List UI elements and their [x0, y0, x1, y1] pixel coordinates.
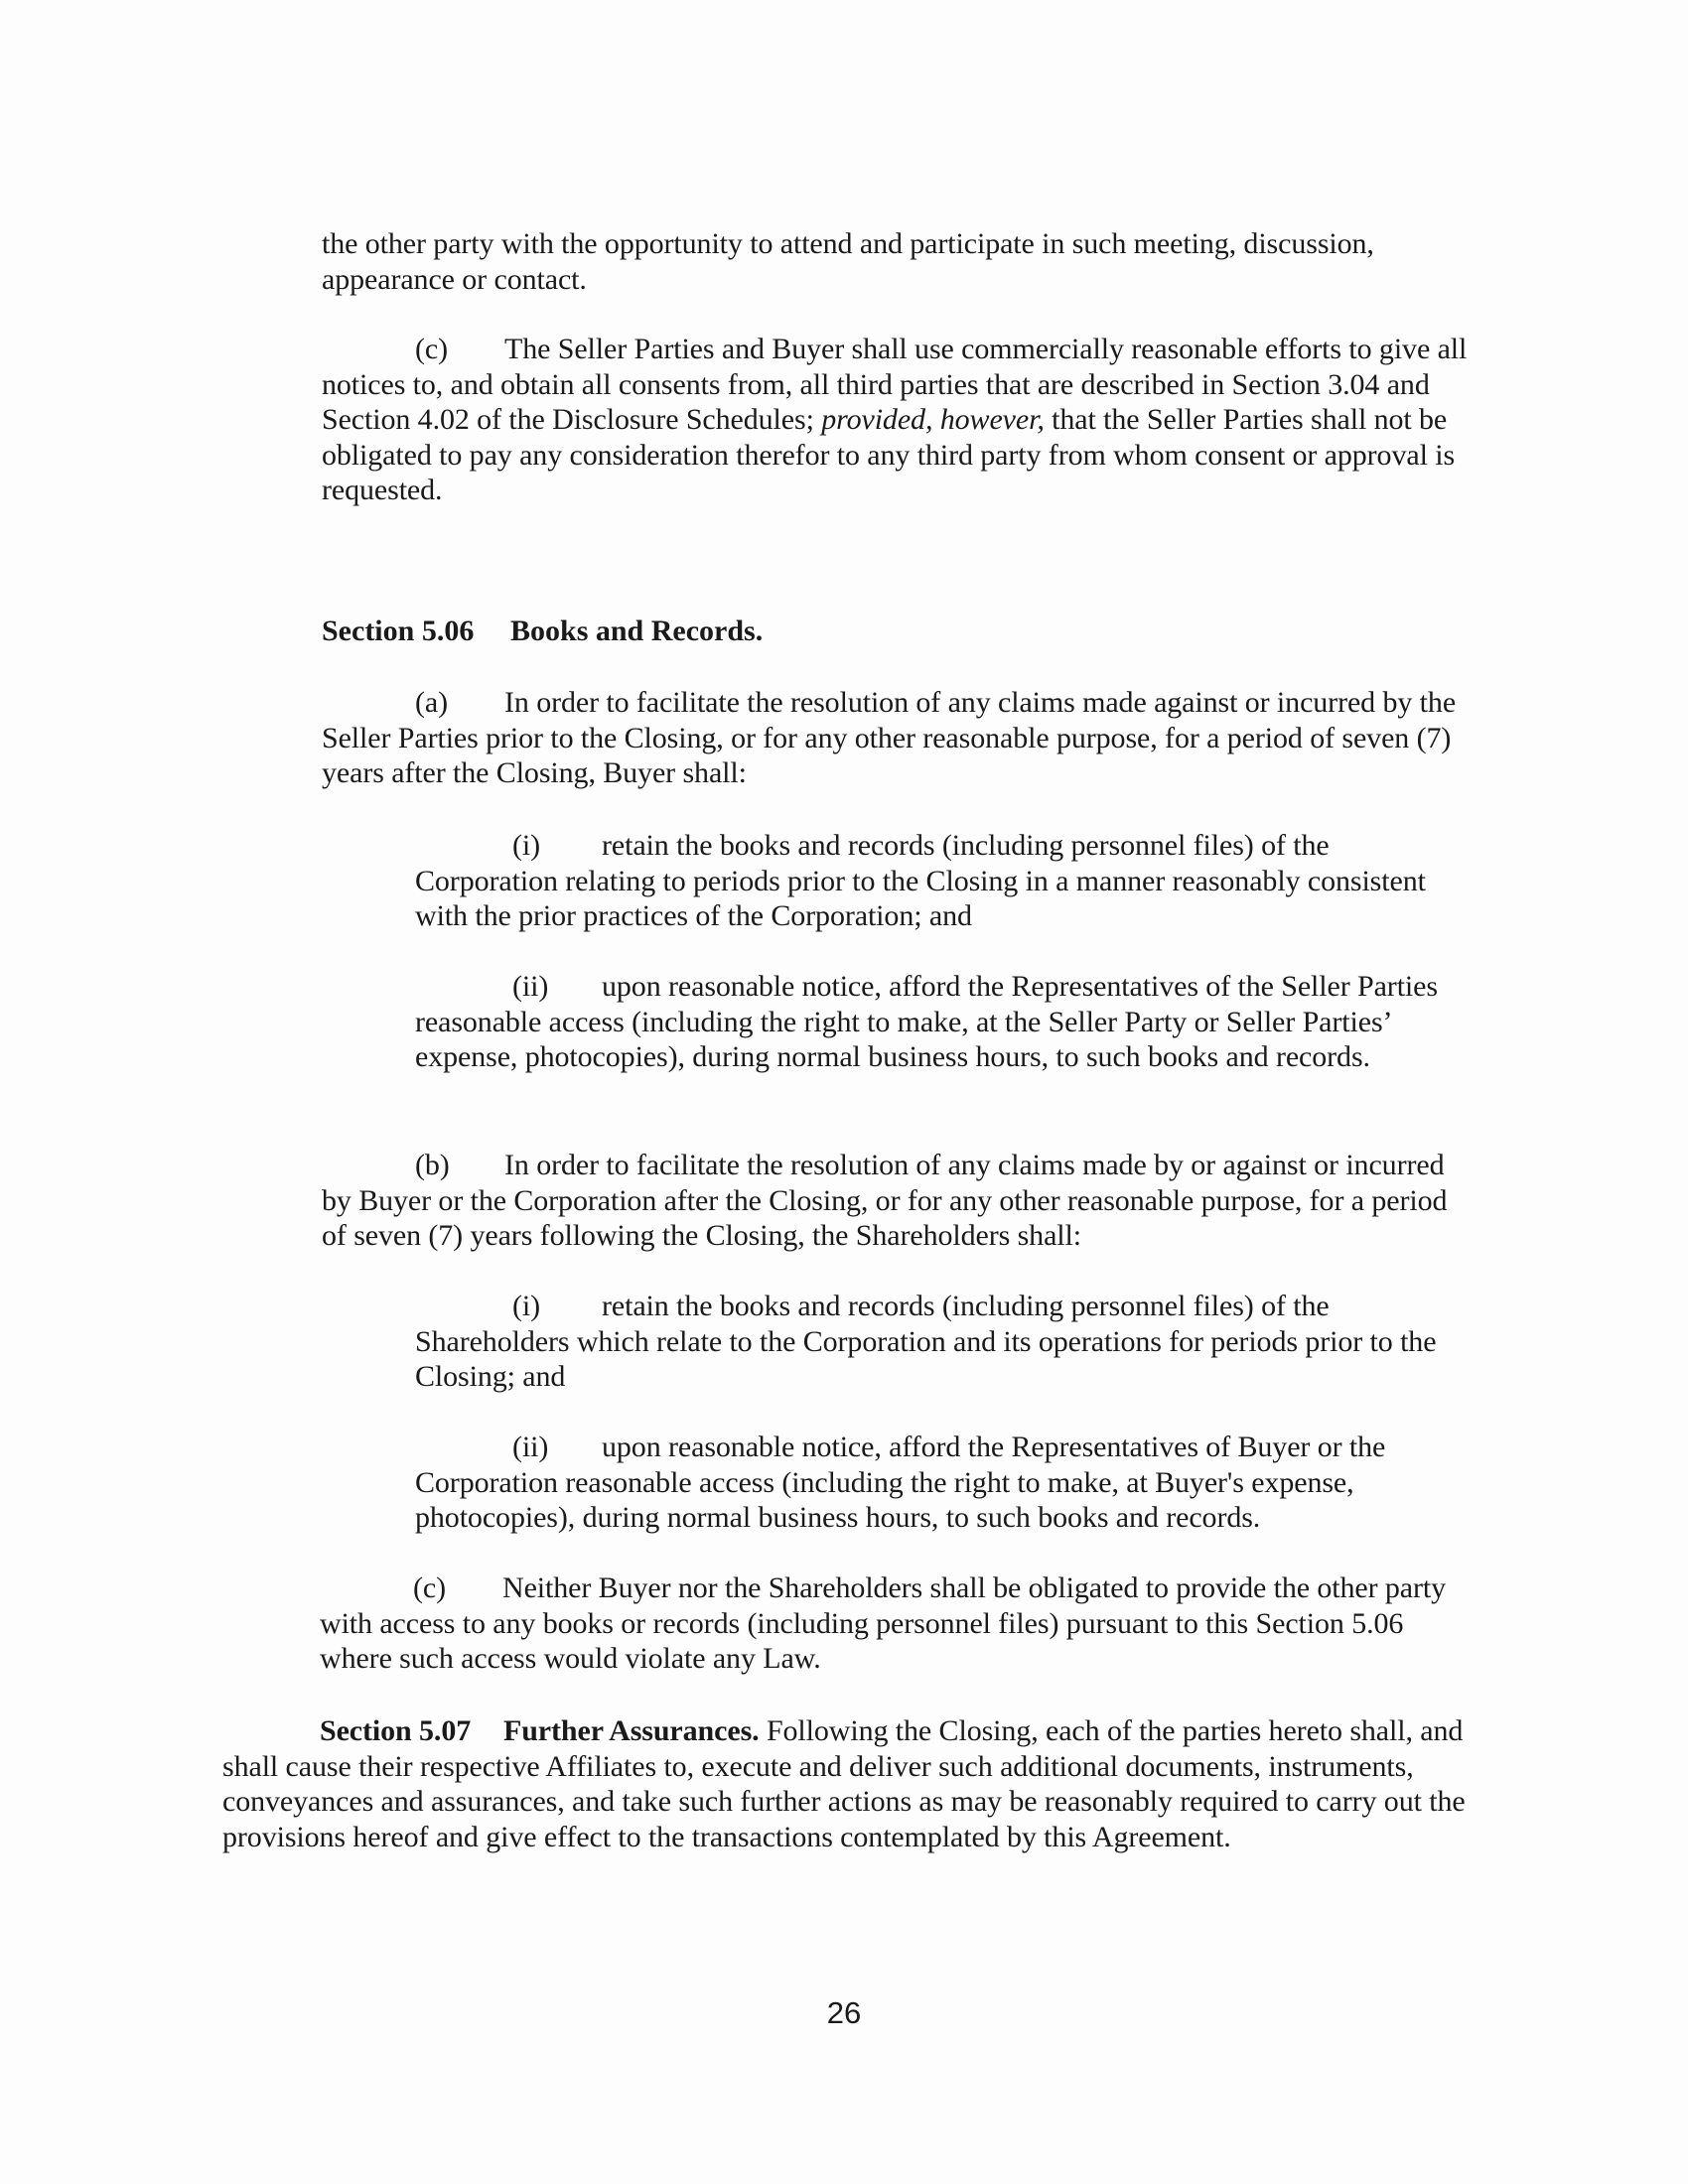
paragraph-label: (b)	[415, 1149, 450, 1181]
section-title: Further Assurances.	[503, 1714, 760, 1747]
paragraph-text-end: that the Seller Parties shall not be obligated to pay any consideration therefor to any third party from whom consent or approval is requested.	[322, 403, 1456, 506]
paragraph-5-06-a-i	[415, 828, 1474, 934]
paragraph-5-06-c	[320, 1570, 1474, 1677]
paragraph-text: Following the Closing, each of the parties hereto shall, and shall cause their respective Affiliates to, execute and deliver such additional documents, instruments, conveyances and assurances, and take such further actions as may be reasonably required to carry out the provisions hereof and give effect to the transactions contemplated by this Agreement.	[222, 1714, 1466, 1853]
paragraph-label: (c)	[413, 1571, 446, 1604]
paragraph-text: The Seller Parties and Buyer shall use commercially reasonable efforts to give all notices to, and obtain all consents from, all third parties that are described in Section 3.04 and Section 4.02 of the Disclosure Schedules;	[322, 333, 1468, 436]
section-5-06-heading	[322, 614, 1474, 649]
paragraph-5-06-b-ii	[415, 1430, 1474, 1536]
paragraph-5-06-b-i	[415, 1289, 1474, 1395]
section-5-07-paragraph	[222, 1713, 1474, 1854]
paragraph-label: (ii)	[512, 1431, 549, 1463]
paragraph-label: (c)	[415, 333, 448, 365]
paragraph-text: Neither Buyer nor the Shareholders shall be obligated to provide the other party with access to any books or records (including personnel files) pursuant to this Section 5.06 where such access would violate any Law.	[320, 1571, 1447, 1675]
paragraph-5-06-b	[322, 1148, 1474, 1254]
italic-proviso: provided, however,	[821, 403, 1045, 436]
section-number: Section 5.07	[320, 1714, 472, 1747]
paragraph-5-06-a	[322, 685, 1474, 791]
paragraph-text: In order to facilitate the resolution of any claims made by or against or incurred by Buyer or the Corporation after the Closing, or for any other reasonable purpose, for a period of seven (7) years following the Closing, the Shareholders shall:	[322, 1149, 1448, 1252]
continuation-paragraph: the other party with the opportunity to attend and participate in such meeting, discussion, appearance or contact.	[322, 227, 1374, 296]
paragraph-label: (a)	[415, 686, 448, 719]
paragraph-text: upon reasonable notice, afford the Representatives of the Seller Parties reasonable access (including the right to make, at the Seller Party or Seller Parties’ expense, photocopies), during normal business hours, to such books and records.	[415, 970, 1438, 1073]
section-number: Section 5.06	[322, 614, 475, 647]
paragraph-text: retain the books and records (including personnel files) of the Corporation relating to periods prior to the Closing in a manner reasonably consistent with the prior practices of the Corporation; and	[415, 829, 1426, 932]
paragraph-label: (ii)	[512, 970, 549, 1003]
paragraph-5-06-a-ii	[415, 969, 1474, 1075]
section-title: Books and Records.	[510, 614, 764, 647]
page-number: 26	[826, 1995, 862, 2030]
paragraph-label: (i)	[512, 1290, 541, 1322]
paragraph-text: retain the books and records (including personnel files) of the Shareholders which relate to the Corporation and its operations for periods prior to the Closing; and	[415, 1290, 1437, 1393]
paragraph-text: In order to facilitate the resolution of any claims made against or incurred by the Seller Parties prior to the Closing, or for any other reasonable purpose, for a period of seven (7) years after the Closing, Buyer shall:	[322, 686, 1457, 789]
paragraph-5-05-c	[322, 332, 1474, 508]
paragraph-text: upon reasonable notice, afford the Representatives of Buyer or the Corporation reasonable access (including the right to make, at Buyer's expense, photocopies), during normal business hours, to such books and records.	[415, 1431, 1386, 1534]
paragraph-label: (i)	[512, 829, 541, 862]
